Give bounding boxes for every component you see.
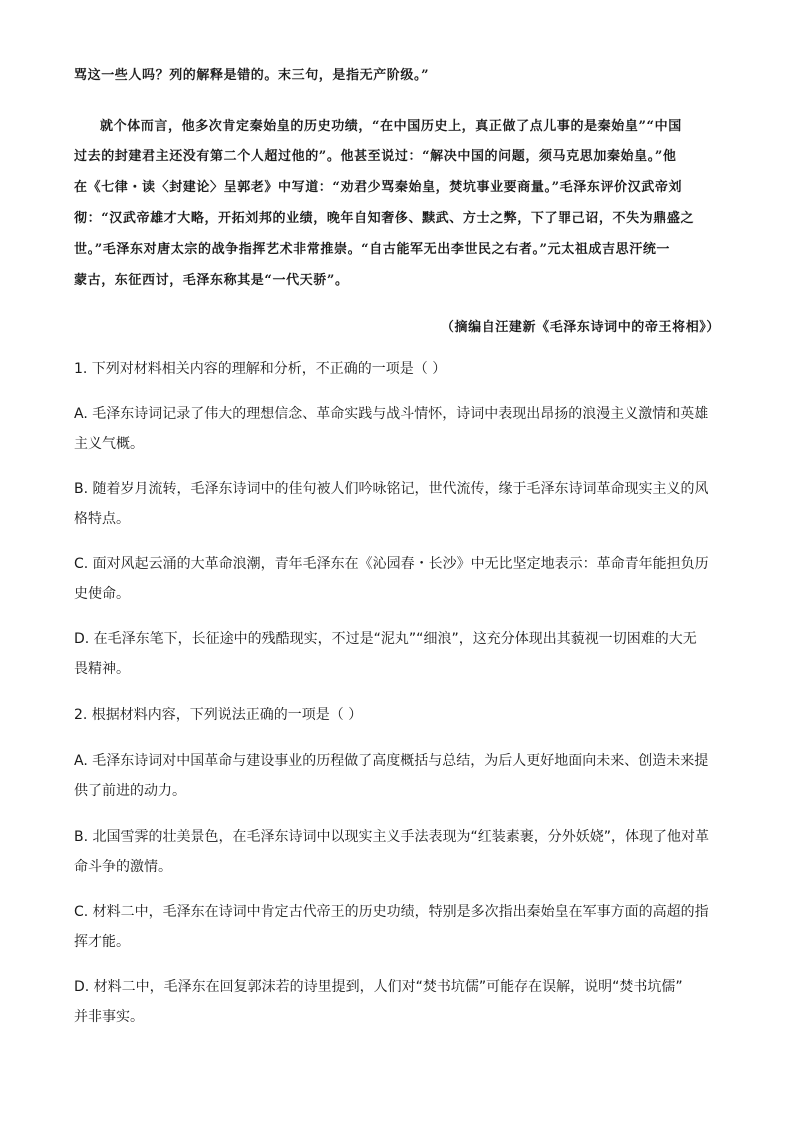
option-line: A. 毛泽东诗词记录了伟大的理想信念、革命实践与战斗情怀，诗词中表现出昂扬的浪漫主义激情和英雄 — [74, 406, 709, 422]
paragraph-line: 彻：“汉武帝雄才大略，开拓刘邦的业绩，晚年自知奢侈、黩武、方士之弊，下了罪己诏，不失为鼎盛之 — [74, 211, 695, 226]
option-line: 并非事实。 — [74, 1009, 144, 1025]
option-line: 命斗争的激情。 — [74, 859, 172, 875]
option-line: 史使命。 — [74, 586, 130, 602]
option-line: D. 材料二中，毛泽东在回复郭沫若的诗里提到，人们对“焚书坑儒”可能存在误解，说明“焚书坑儒” — [74, 979, 683, 995]
option-line: C. 面对风起云涌的大革命浪潮，青年毛泽东在《沁园春・长沙》中无比坚定地表示：革命青年能担负历 — [74, 556, 709, 572]
source-citation: （摘编自汪建新《毛泽东诗词中的帝王将相》） — [440, 320, 720, 335]
question-stem: 1. 下列对材料相关内容的理解和分析，不正确的一项是（ ） — [74, 361, 447, 377]
paragraph-line: 就个体而言，他多次肯定秦始皇的历史功绩，“在中国历史上，真正做了点儿事的是秦始皇”“中国 — [100, 119, 682, 134]
paragraph-line: 蒙古，东征西讨，毛泽东称其是“一代天骄”。 — [74, 273, 349, 288]
option-line: 格特点。 — [74, 511, 130, 527]
paragraph-line: 在《七律・读〈封建论〉呈郭老》中写道：“劝君少骂秦始皇，焚坑事业要商量。”毛泽东评价汉武帝刘 — [74, 180, 683, 195]
option-line: 供了前进的动力。 — [74, 783, 186, 799]
paragraph-line: 过去的封建君主还没有第二个人超过他的”。他甚至说过：“解决中国的问题，须马克思加秦始皇。”他 — [74, 149, 677, 164]
option-line: 挥才能。 — [74, 934, 130, 950]
option-line: B. 随着岁月流转，毛泽东诗词中的佳句被人们吟咏铭记，世代流传，缘于毛泽东诗词革命现实主义的风 — [74, 481, 709, 497]
paragraph-line: 世。”毛泽东对唐太宗的战争指挥艺术非常推崇。“自古能军无出李世民之右者。”元太祖成吉思汗统一 — [74, 242, 671, 257]
option-line: D. 在毛泽东笔下，长征途中的残酷现实，不过是“泥丸”“细浪”，这充分体现出其藐视一切困难的大无 — [74, 631, 697, 647]
question-stem: 2. 根据材料内容，下列说法正确的一项是（ ） — [74, 707, 363, 723]
option-line: B. 北国雪霁的壮美景色，在毛泽东诗词中以现实主义手法表现为“红装素裹，分外妖娆”，体现了他对革 — [74, 829, 710, 845]
option-line: C. 材料二中，毛泽东在诗词中肯定古代帝王的历史功绩，特别是多次指出秦始皇在军事方面的高超的指 — [74, 904, 709, 920]
option-line: 畏精神。 — [74, 661, 130, 677]
material-carryover-line: 骂这一些人吗？列的解释是错的。末三句，是指无产阶级。” — [74, 68, 430, 83]
option-line: 主义气概。 — [74, 436, 144, 452]
option-line: A. 毛泽东诗词对中国革命与建设事业的历程做了高度概括与总结，为后人更好地面向未来、创造未来提 — [74, 753, 709, 769]
